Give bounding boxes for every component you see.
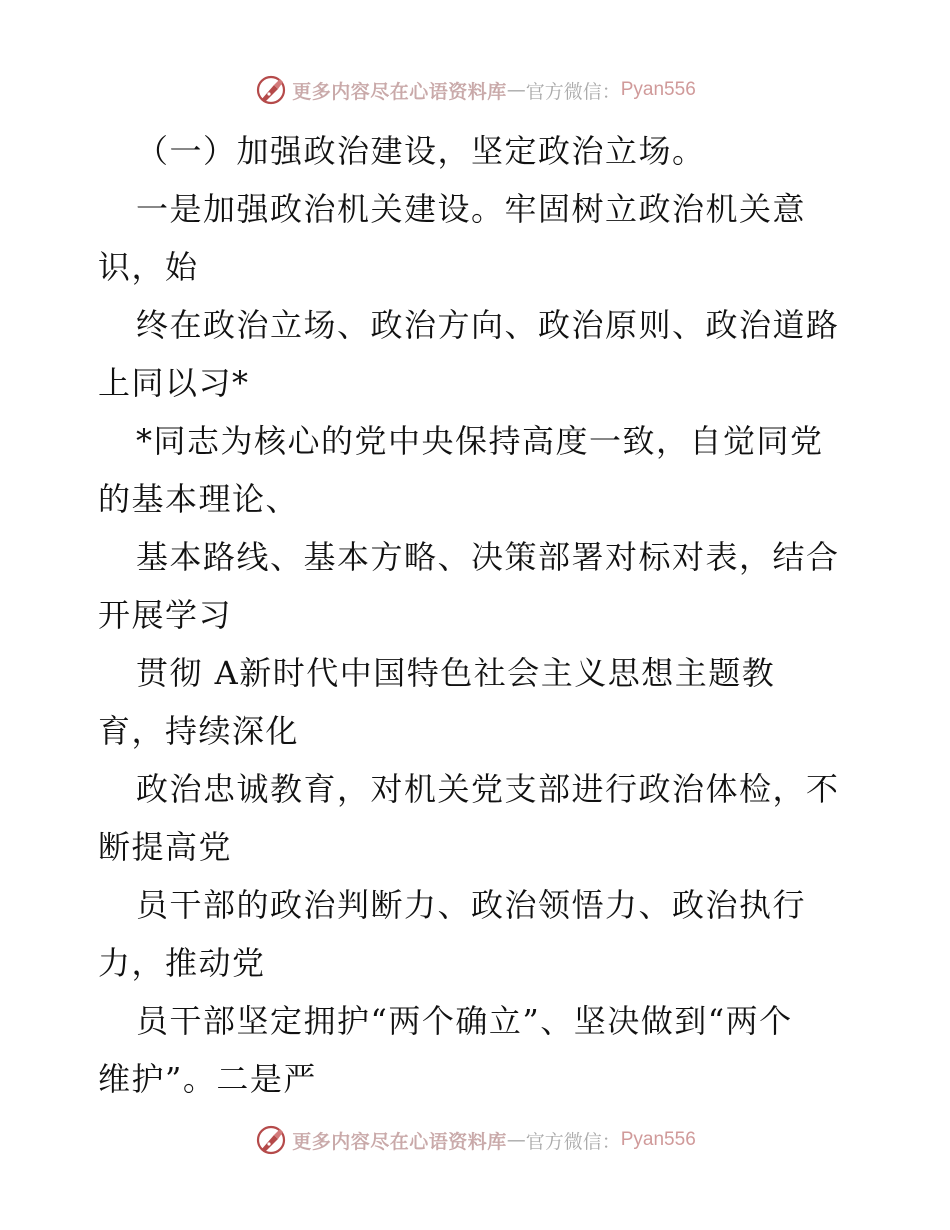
pen-nib-logo-icon	[254, 73, 288, 107]
body-line: 的基本理论、	[98, 480, 300, 518]
body-line: 断提高党	[98, 828, 233, 866]
pen-nib-logo-icon	[254, 1123, 288, 1157]
watermark-wechat-label: 官方微信：	[525, 80, 621, 103]
body-line: 识，始	[98, 248, 199, 286]
body-line: 基本路线、基本方略、决策部署对标对表，结合	[136, 538, 840, 576]
watermark-title: 更多内容尽在心语资料库	[292, 1130, 507, 1153]
watermark-separator: —	[506, 1129, 526, 1151]
body-line: 员干部的政治判断力、政治领悟力、政治执行	[136, 886, 807, 924]
watermark-wechat-label: 官方微信：	[525, 1130, 621, 1153]
watermark-title: 更多内容尽在心语资料库	[292, 80, 507, 103]
body-line: 上同以习*	[98, 364, 250, 402]
watermark-wechat-id: Pyan556	[620, 79, 696, 100]
body-line: 育，持续深化	[98, 712, 300, 750]
body-line: 开展学习	[98, 596, 233, 634]
body-line: 员干部坚定拥护“两个确立”、坚决做到“两个	[136, 1002, 793, 1040]
body-line: 政治忠诚教育，对机关党支部进行政治体检，不	[136, 770, 840, 808]
body-line: 贯彻 A新时代中国特色社会主义思想主题教	[136, 654, 776, 692]
body-line: （一）加强政治建设，坚定政治立场。	[136, 132, 706, 170]
body-line: 力，推动党	[98, 944, 266, 982]
body-line: 一是加强政治机关建设。牢固树立政治机关意	[136, 190, 807, 228]
body-line: 终在政治立场、政治方向、政治原则、政治道路	[136, 306, 840, 344]
footer-watermark	[0, 1120, 950, 1160]
body-line: *同志为核心的党中央保持高度一致，自觉同党	[136, 422, 824, 460]
watermark-separator: —	[506, 79, 526, 101]
header-watermark	[0, 70, 950, 110]
watermark-wechat-id: Pyan556	[620, 1129, 696, 1150]
body-line: 维护”。二是严	[98, 1060, 317, 1098]
document-body	[98, 122, 858, 1108]
